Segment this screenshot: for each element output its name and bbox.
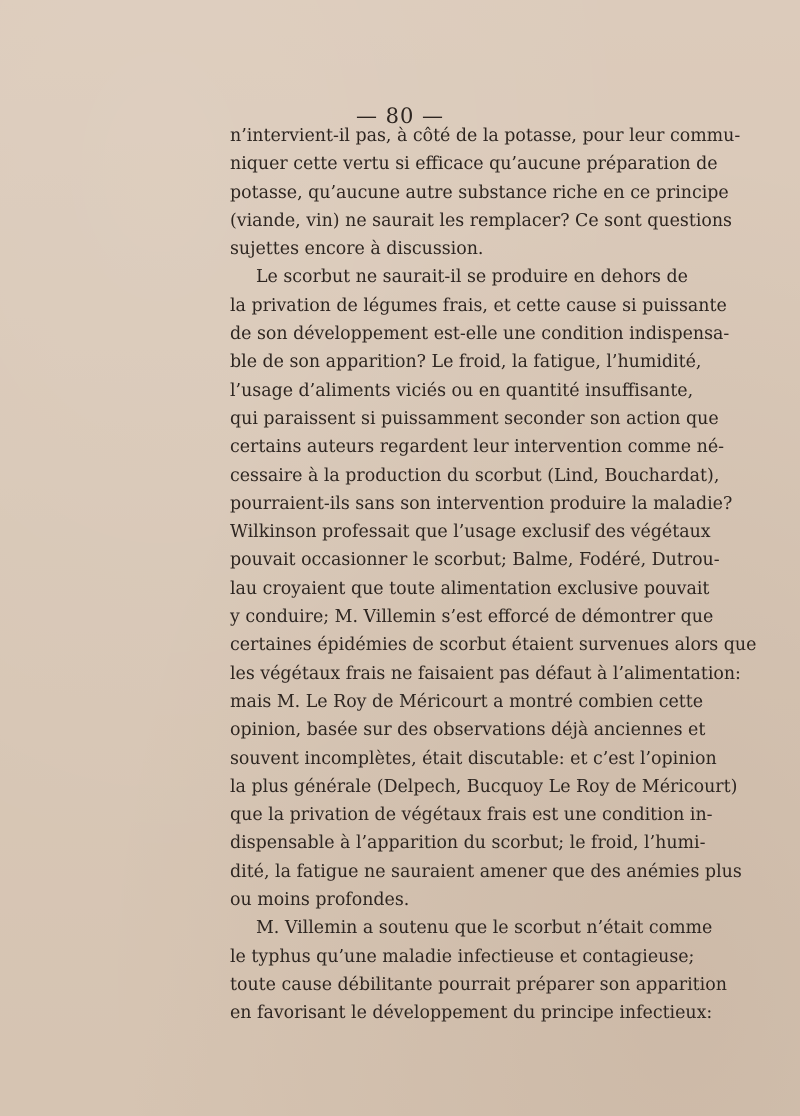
text-line: certains auteurs regardent leur intervention comme né- [230, 437, 724, 458]
text-line: pouvait occasionner le scorbut; Balme, Fodéré, Dutrou- [230, 550, 720, 571]
text-line: certaines épidémies de scorbut étaient survenues alors que [230, 635, 757, 656]
text-line: que la privation de végétaux frais est une condition in- [230, 805, 713, 826]
text-line: mais M. Le Roy de Méricourt a montré combien cette [230, 691, 704, 712]
text-line: dité, la fatigue ne sauraient amener que des anémies plus [230, 861, 742, 882]
body-text [230, 122, 757, 1028]
text-line: de son développement est-elle une condition indispensa- [230, 324, 730, 345]
text-line: Le scorbut ne saurait-il se produire en dehors de [256, 267, 688, 288]
page-number: — 80 — [355, 104, 445, 128]
text-line: lau croyaient que toute alimentation exclusive pouvait [230, 578, 710, 599]
text-line: ou moins profondes. [230, 890, 410, 911]
text-line: n’intervient-il pas, à côté de la potasse, pour leur commu- [230, 126, 741, 146]
text-line: sujettes encore à discussion. [230, 239, 484, 260]
text-line: M. Villemin a soutenu que le scorbut n’était comme [256, 918, 713, 939]
text-line: qui paraissent si puissamment seconder son action que [230, 408, 719, 429]
text-line: le typhus qu’une maladie infectieuse et contagieuse; [230, 946, 695, 967]
text-line: la privation de légumes frais, et cette cause si puissante [230, 295, 727, 316]
text-line: les végétaux frais ne faisaient pas défaut à l’alimentation: [230, 663, 741, 684]
text-line: Wilkinson professait que l’usage exclusif des végétaux [230, 522, 711, 543]
text-line: ble de son apparition? Le froid, la fatigue, l’humidité, [230, 352, 702, 373]
text-line: souvent incomplètes, était discutable: et c’est l’opinion [230, 748, 717, 769]
text-line: dispensable à l’apparition du scorbut; le froid, l’humi- [230, 833, 706, 854]
text-line: en favorisant le développement du principe infectieux: [230, 1003, 713, 1024]
text-line: toute cause débilitante pourrait préparer son apparition [230, 974, 727, 995]
text-line: la plus générale (Delpech, Bucquoy Le Roy de Méricourt) [230, 776, 738, 797]
text-line: potasse, qu’aucune autre substance riche en ce principe [230, 182, 729, 203]
text-line: niquer cette vertu si efficace qu’aucune préparation de [230, 154, 718, 175]
text-line: (viande, vin) ne saurait les remplacer? Ce sont questions [230, 210, 732, 231]
text-line: cessaire à la production du scorbut (Lind, Bouchardat), [230, 465, 720, 486]
text-line: pourraient-ils sans son intervention produire la maladie? [230, 493, 733, 514]
text-line: l’usage d’aliments viciés ou en quantité insuffisante, [230, 380, 694, 401]
text-line: opinion, basée sur des observations déjà anciennes et [230, 720, 706, 741]
text-line: y conduire; M. Villemin s’est efforcé de démontrer que [230, 607, 714, 628]
